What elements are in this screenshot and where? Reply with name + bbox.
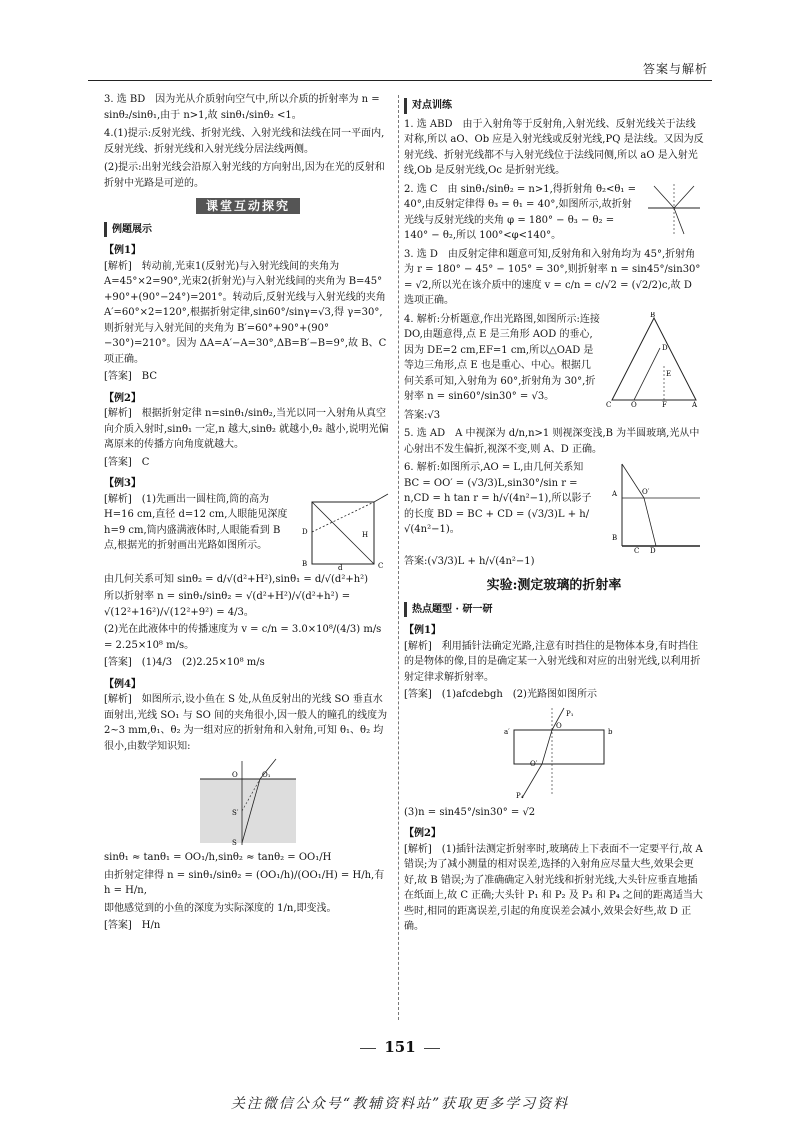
training-2: 2. 选 C 由 sinθ₁/sinθ₂ = n>1,得折射角 θ₂<θ₁ = 40°,由反射定律得 θ₃ = θ₁ = 40°,如图所示,故折射光线与反射光线的夹角 φ = 180° − θ₃ − θ₂ = 140° − θ₂,所以 100°<φ<140°。 [404, 183, 636, 241]
svg-text:C: C [634, 547, 640, 554]
example-4-analysis: [解析] 如图所示,设小鱼在 S 处,从鱼反射出的光线 SO 垂直水面射出,光线 SO₁ 与 SO 间的夹角很小,因一般人的瞳孔的线度为 2~3 mm,θ₁、θ₂ 为一组对应的折射角和入射角,可知 θ₁、θ₂ 均很小,由数学知识知: [104, 694, 388, 752]
training-1: 1. 选 ABD 由于入射角等于反射角,入射光线、反射光线关于法线对称,所以 aO、Ob 应是入射光线或反射光线,PQ 是法线。又因为反射光线、折射光线都不与入射光线位于法线同侧,所以 aO 是入射光线,Ob 是反射光线,Oc 是折射光线。 [404, 118, 704, 176]
svg-text:O: O [232, 771, 238, 780]
training-3: 3. 选 D 由反射定律和题意可知,反射角和入射角均为 45°,折射角为 r = 180° − 45° − 105° = 30°,则折射率 n = sin45°/sin30° = √2,所以光在该介质中的速度 v = c/n = c/√2 = (√2/2)c,故 D 选项正确。 [404, 248, 701, 306]
example-1-analysis: [解析] 转动前,光束1(反射光)与入射光线间的夹角为 A=45°×2=90°,光束2(折射光)与入射光线间的夹角为 B=45°+90°+(90°−24°)=201°。转动后,反射光线与入射光线的夹角 A′=60°×2=120°,根据折射定律,sin60°/sinγ=√3,得 γ=30°,则折射光与入射光间的夹角为 B′=60°+90°+(90°−30°)=210°。因为 ΔA=A′−A=30°,ΔB=B′−B=9°,故 B、C 项正确。 [104, 260, 387, 365]
svg-text:C: C [378, 561, 384, 570]
example-display-heading: 例题展示 [104, 222, 392, 238]
column-divider [398, 95, 399, 1020]
svg-text:H: H [362, 530, 369, 539]
header-rule [88, 80, 712, 81]
training-heading: 对点训练 [404, 98, 704, 114]
example-4-approximation: sinθ₁ ≈ tanθ₁ = OO₁/h,sinθ₂ ≈ tanθ₂ = OO₁/H [104, 852, 332, 864]
section-banner: 课堂互动探究 [104, 197, 392, 216]
cylinder-figure [300, 492, 392, 572]
page-number: 151 [0, 1036, 800, 1059]
example-3-analysis: [解析] (1)先画出一圆柱筒,筒的高为 H=16 cm,直径 d=12 cm,人眼能见深度 h=9 cm,筒内盛满液体时,人眼能看到 B 点,根据光的折射画出光路如图所示。 [104, 493, 288, 552]
example-3-index: 所以折射率 n = sinθ₁/sinθ₂ = √(d²+H²)/√(d²+h²) = √(12²+16²)/√(12²+9²) = 4/3。 [104, 591, 351, 618]
header-title: 答案与解析 [642, 62, 708, 76]
svg-text:D: D [302, 527, 308, 536]
fish-figure [104, 757, 392, 847]
svg-text:B: B [650, 311, 656, 319]
svg-text:F: F [662, 400, 667, 408]
experiment-example-1-answer: [答案] (1)afcdebgh (2)光路图如图所示 [404, 689, 597, 701]
answer-3: 3. 选 BD 因为光从介质射向空气中,所以介质的折射率为 n = sinθ₂/sinθ₁,由于 n>1,故 sinθ₁/sinθ₂ <1。 [104, 94, 380, 121]
example-4-index: 由折射定律得 n = sinθ₁/sinθ₂ = (OO₁/h)/(OO₁/H) = H/h,有 h = H/n, [104, 869, 385, 897]
training-6: 6. 解析:如图所示,AO = L,由几何关系知 BC = OO′ = (√3/3)L,sin30°/sin r = n,CD = h tan r = h/√(4n²−1),所以影子的长度 BD = BC + CD = (√3/3)L + h/√(4n²−1)。 [404, 462, 592, 535]
svg-text:A: A [612, 490, 618, 498]
svg-text:S′: S′ [232, 809, 239, 818]
right-column [404, 92, 704, 937]
svg-text:d: d [338, 563, 343, 572]
reflection-figure [644, 182, 704, 238]
svg-text:D: D [650, 547, 656, 554]
svg-text:O′: O′ [642, 488, 650, 496]
svg-text:O₁: O₁ [262, 771, 271, 780]
example-3-geometry: 由几何关系可知 sinθ₂ = d/√(d²+H²),sinθ₁ = d/√(d²+h²) [104, 573, 369, 585]
svg-text:O: O [556, 721, 562, 730]
training-5: 5. 选 AD A 中视深为 d/n,n>1 则视深变浅,B 为半圆玻璃,光从中心射出不发生偏折,视深不变,则 A、D 正确。 [404, 428, 700, 455]
experiment-example-1-formula: (3)n = sin45°/sin30° = √2 [404, 806, 536, 818]
answer-4-part1: 4.(1)提示:反射光线、折射光线、入射光线和法线在同一平面内,反射光线、折射光线和入射光线分居法线两侧。 [104, 128, 385, 155]
svg-text:C: C [606, 400, 612, 408]
svg-text:O: O [631, 400, 637, 408]
svg-text:B: B [302, 559, 308, 568]
svg-text:D: D [662, 343, 668, 352]
svg-text:b: b [608, 727, 613, 736]
example-2-label: 【例2】 [104, 392, 141, 404]
experiment-title: 实验:测定玻璃的折射率 [486, 577, 622, 593]
example-4-answer: [答案] H/n [104, 920, 161, 932]
svg-text:B: B [612, 534, 618, 542]
svg-text:P₁: P₁ [566, 709, 574, 718]
svg-text:S: S [232, 839, 237, 848]
example-2-answer: [答案] C [104, 456, 150, 468]
example-4-conclusion: 即他感觉到的小鱼的深度为实际深度的 1/n,即变浅。 [104, 902, 337, 914]
answer-4-part2: (2)提示:出射光线会沿原入射光线的方向射出,因为在光的反射和折射中光路是可逆的。 [104, 162, 385, 189]
prism-figure [604, 312, 704, 408]
experiment-example-2-label: 【例2】 [404, 828, 441, 840]
example-3-answer: [答案] (1)4/3 (2)2.25×10⁸ m/s [104, 657, 265, 669]
example-3-label: 【例3】 [104, 478, 141, 490]
training-4-answer: 答案:√3 [404, 409, 441, 421]
shadow-figure [604, 460, 704, 554]
training-4: 4. 解析:分析题意,作出光路图,如图所示:连接 DO,由题意得,点 E 是三角形 AOD 的垂心,因为 DE=2 cm,EF=1 cm,所以△OAD 是等边三角形,点 E 也是重心、中心。根据几何关系可知,入射角为 60°,折射角为 30°,折射率 n = sin60°/sin30° = √3。 [404, 313, 600, 402]
experiment-example-2-analysis: [解析] (1)插针法测定折射率时,玻璃砖上下表面不一定要平行,故 A 错误;为了减小测量的相对误差,选择的入射角应尽量大些,效果会更好,故 B 错误;为了准确确定入射光线和折射光线,大头针应垂直地插在纸面上,故 C 正确;大头针 P₁ 和 P₂ 及 P₃ 和 P₄ 之间的距离适当大些时,相同的距离误差,引起的角度误差会减小,效果会好些,故 D 正确。 [404, 843, 703, 933]
example-2-analysis: [解析] 根据折射定律 n=sinθ₁/sinθ₂,当光以同一入射角从真空向介质入射时,sinθ₁ 一定,n 越大,sinθ₂ 就越小,θ₂ 越小,说明光偏离原来的传播方向角度就越大。 [104, 408, 389, 451]
svg-text:E: E [666, 369, 672, 378]
svg-text:a′: a′ [504, 727, 510, 736]
example-3-speed: (2)光在此液体中的传播速度为 v = c/n = 3.0×10⁸/(4/3) m/s = 2.25×10⁸ m/s。 [104, 624, 382, 651]
svg-text:O′: O′ [530, 759, 538, 768]
svg-text:A: A [692, 400, 698, 408]
example-4-label: 【例4】 [104, 678, 141, 690]
hot-topic-heading: 热点题型 · 研一研 [404, 602, 704, 618]
example-1-answer: [答案] BC [104, 371, 157, 383]
glass-block-figure [404, 706, 704, 802]
footer-note: 关注微信公众号“教辅资料站”获取更多学习资料 [230, 1096, 570, 1112]
left-column [104, 92, 392, 936]
experiment-example-1-label: 【例1】 [404, 625, 441, 637]
example-1-label: 【例1】 [104, 245, 141, 257]
svg-text:P₄: P₄ [516, 791, 524, 800]
experiment-example-1-analysis: [解析] 利用插针法确定光路,注意有时挡住的是物体本身,有时挡住的是物体的像,目的是确定某一入射光线和对应的出射光线,以利用折射定律求解折射率。 [404, 640, 701, 683]
training-6-answer: 答案:(√3/3)L + h/√(4n²−1) [404, 556, 535, 567]
